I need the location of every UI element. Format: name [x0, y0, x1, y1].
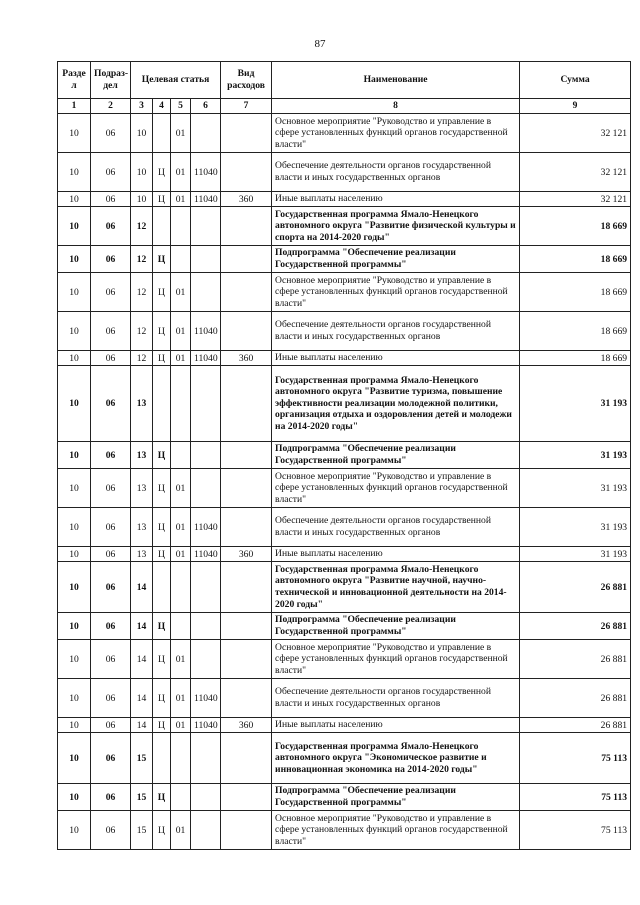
name-cell: Иные выплаты населению: [272, 351, 520, 366]
target-subprogram-cell: Ц: [153, 547, 171, 562]
target-program-cell: 14: [131, 718, 153, 733]
target-program-cell: 14: [131, 640, 153, 679]
name-cell: Основное мероприятие "Руководство и управление в сфере установленных функций органов государственной власти": [272, 273, 520, 312]
razdel-cell: 10: [58, 192, 91, 207]
target-program-cell: 13: [131, 547, 153, 562]
sum-cell: 75 113: [520, 733, 631, 784]
expense-type-cell: 360: [221, 192, 272, 207]
name-cell: Обеспечение деятельности органов государственной власти и иных государственных органов: [272, 153, 520, 192]
podrazdel-cell: 06: [91, 679, 131, 718]
razdel-cell: 10: [58, 733, 91, 784]
name-cell: Государственная программа Ямало-Ненецкого автономного округа "Экономическое развитие и инновационная экономика на 2014-2020 годы": [272, 733, 520, 784]
target-event-cell: 01: [171, 811, 191, 850]
sum-cell: 75 113: [520, 811, 631, 850]
target-direction-cell: [191, 114, 221, 153]
podrazdel-cell: 06: [91, 640, 131, 679]
target-event-cell: 01: [171, 153, 191, 192]
podrazdel-cell: 06: [91, 547, 131, 562]
target-program-cell: 10: [131, 153, 153, 192]
name-cell: Обеспечение деятельности органов государственной власти и иных государственных органов: [272, 508, 520, 547]
target-event-cell: 01: [171, 273, 191, 312]
razdel-cell: 10: [58, 442, 91, 469]
expense-type-cell: [221, 562, 272, 613]
target-event-cell: 01: [171, 114, 191, 153]
name-cell: Подпрограмма "Обеспечение реализации Государственной программы": [272, 246, 520, 273]
expense-type-cell: 360: [221, 718, 272, 733]
podrazdel-cell: 06: [91, 784, 131, 811]
target-event-cell: [171, 442, 191, 469]
expense-type-cell: [221, 784, 272, 811]
table-row: [58, 153, 631, 192]
target-direction-cell: [191, 784, 221, 811]
col-number: 9: [520, 99, 631, 114]
target-direction-cell: [191, 442, 221, 469]
target-direction-cell: 11040: [191, 153, 221, 192]
col-header-podrazdel: Подраз-дел: [91, 62, 131, 99]
razdel-cell: 10: [58, 469, 91, 508]
target-program-cell: 14: [131, 613, 153, 640]
col-header-name: Наименование: [272, 62, 520, 99]
table-body: [58, 114, 631, 850]
target-event-cell: [171, 562, 191, 613]
table-row: [58, 811, 631, 850]
expense-type-cell: 360: [221, 547, 272, 562]
target-subprogram-cell: Ц: [153, 351, 171, 366]
name-cell: Иные выплаты населению: [272, 192, 520, 207]
target-event-cell: 01: [171, 640, 191, 679]
name-cell: Иные выплаты населению: [272, 718, 520, 733]
col-header-target: Целевая статья: [131, 62, 221, 99]
target-subprogram-cell: Ц: [153, 640, 171, 679]
table-row: [58, 547, 631, 562]
sum-cell: 26 881: [520, 679, 631, 718]
target-subprogram-cell: Ц: [153, 613, 171, 640]
target-subprogram-cell: Ц: [153, 679, 171, 718]
podrazdel-cell: 06: [91, 562, 131, 613]
target-direction-cell: 11040: [191, 679, 221, 718]
target-event-cell: [171, 246, 191, 273]
sum-cell: 31 193: [520, 547, 631, 562]
podrazdel-cell: 06: [91, 351, 131, 366]
target-event-cell: 01: [171, 351, 191, 366]
target-program-cell: 13: [131, 442, 153, 469]
target-direction-cell: 11040: [191, 312, 221, 351]
razdel-cell: 10: [58, 718, 91, 733]
razdel-cell: 10: [58, 811, 91, 850]
target-direction-cell: [191, 366, 221, 442]
sum-cell: 75 113: [520, 784, 631, 811]
target-subprogram-cell: Ц: [153, 312, 171, 351]
razdel-cell: 10: [58, 207, 91, 246]
target-direction-cell: [191, 469, 221, 508]
target-program-cell: 13: [131, 469, 153, 508]
col-number: 3: [131, 99, 153, 114]
table-row: [58, 733, 631, 784]
target-event-cell: [171, 613, 191, 640]
sum-cell: 18 669: [520, 312, 631, 351]
target-event-cell: [171, 207, 191, 246]
target-direction-cell: [191, 562, 221, 613]
target-event-cell: 01: [171, 192, 191, 207]
target-subprogram-cell: Ц: [153, 442, 171, 469]
sum-cell: 26 881: [520, 640, 631, 679]
target-event-cell: [171, 733, 191, 784]
target-program-cell: 14: [131, 562, 153, 613]
name-cell: Государственная программа Ямало-Ненецкого автономного округа "Развитие научной, научно-технической и инновационной деятельности на 2014-2020 годы": [272, 562, 520, 613]
sum-cell: 32 121: [520, 192, 631, 207]
target-subprogram-cell: Ц: [153, 508, 171, 547]
expense-type-cell: [221, 246, 272, 273]
podrazdel-cell: 06: [91, 114, 131, 153]
col-number: 1: [58, 99, 91, 114]
razdel-cell: 10: [58, 508, 91, 547]
target-direction-cell: [191, 640, 221, 679]
razdel-cell: 10: [58, 679, 91, 718]
razdel-cell: 10: [58, 613, 91, 640]
podrazdel-cell: 06: [91, 811, 131, 850]
col-number: 7: [221, 99, 272, 114]
sum-cell: 31 193: [520, 508, 631, 547]
table-row: [58, 351, 631, 366]
name-cell: Государственная программа Ямало-Ненецкого автономного округа "Развитие туризма, повышение эффективности реализации молодежной политики, организация отдыха и оздоровления детей и молодежи на 2014-2020 годы": [272, 366, 520, 442]
table-row: [58, 207, 631, 246]
sum-cell: 32 121: [520, 153, 631, 192]
razdel-cell: 10: [58, 784, 91, 811]
table-row: [58, 114, 631, 153]
razdel-cell: 10: [58, 312, 91, 351]
target-subprogram-cell: [153, 114, 171, 153]
razdel-cell: 10: [58, 547, 91, 562]
target-event-cell: 01: [171, 547, 191, 562]
target-event-cell: 01: [171, 679, 191, 718]
sum-cell: 31 193: [520, 469, 631, 508]
col-number: 4: [153, 99, 171, 114]
target-program-cell: 12: [131, 207, 153, 246]
target-subprogram-cell: Ц: [153, 192, 171, 207]
expense-type-cell: [221, 640, 272, 679]
table-row: [58, 784, 631, 811]
table-row: [58, 192, 631, 207]
sum-cell: 32 121: [520, 114, 631, 153]
name-cell: Основное мероприятие "Руководство и управление в сфере установленных функций органов государственной власти": [272, 114, 520, 153]
target-subprogram-cell: Ц: [153, 811, 171, 850]
razdel-cell: 10: [58, 351, 91, 366]
name-cell: Иные выплаты населению: [272, 547, 520, 562]
target-program-cell: 15: [131, 784, 153, 811]
name-cell: Основное мероприятие "Руководство и управление в сфере установленных функций органов государственной власти": [272, 640, 520, 679]
target-direction-cell: [191, 613, 221, 640]
target-event-cell: [171, 366, 191, 442]
expense-type-cell: [221, 312, 272, 351]
expense-type-cell: [221, 613, 272, 640]
table-row: [58, 508, 631, 547]
expense-type-cell: [221, 153, 272, 192]
column-number-row: [58, 99, 631, 114]
target-direction-cell: 11040: [191, 351, 221, 366]
table-row: [58, 640, 631, 679]
razdel-cell: 10: [58, 246, 91, 273]
podrazdel-cell: 06: [91, 613, 131, 640]
sum-cell: 26 881: [520, 562, 631, 613]
name-cell: Обеспечение деятельности органов государственной власти и иных государственных органов: [272, 679, 520, 718]
col-number: 5: [171, 99, 191, 114]
razdel-cell: 10: [58, 273, 91, 312]
expense-type-cell: [221, 442, 272, 469]
target-subprogram-cell: Ц: [153, 273, 171, 312]
expense-type-cell: 360: [221, 351, 272, 366]
target-program-cell: 13: [131, 366, 153, 442]
expense-type-cell: [221, 273, 272, 312]
razdel-cell: 10: [58, 562, 91, 613]
expense-type-cell: [221, 366, 272, 442]
podrazdel-cell: 06: [91, 469, 131, 508]
col-number: 2: [91, 99, 131, 114]
expense-type-cell: [221, 733, 272, 784]
podrazdel-cell: 06: [91, 153, 131, 192]
target-program-cell: 12: [131, 273, 153, 312]
target-direction-cell: [191, 207, 221, 246]
target-direction-cell: [191, 246, 221, 273]
expense-type-cell: [221, 114, 272, 153]
target-direction-cell: [191, 273, 221, 312]
target-direction-cell: 11040: [191, 718, 221, 733]
table-row: [58, 562, 631, 613]
target-subprogram-cell: [153, 366, 171, 442]
target-direction-cell: [191, 733, 221, 784]
target-program-cell: 13: [131, 508, 153, 547]
podrazdel-cell: 06: [91, 207, 131, 246]
budget-table: [57, 61, 631, 850]
table-row: [58, 469, 631, 508]
target-program-cell: 10: [131, 114, 153, 153]
expense-type-cell: [221, 679, 272, 718]
table-row: [58, 679, 631, 718]
target-direction-cell: 11040: [191, 547, 221, 562]
sum-cell: 31 193: [520, 366, 631, 442]
table-row: [58, 442, 631, 469]
expense-type-cell: [221, 469, 272, 508]
target-event-cell: 01: [171, 312, 191, 351]
name-cell: Подпрограмма "Обеспечение реализации Государственной программы": [272, 442, 520, 469]
target-subprogram-cell: Ц: [153, 784, 171, 811]
razdel-cell: 10: [58, 114, 91, 153]
podrazdel-cell: 06: [91, 442, 131, 469]
target-direction-cell: [191, 811, 221, 850]
podrazdel-cell: 06: [91, 312, 131, 351]
table-row: [58, 246, 631, 273]
target-direction-cell: 11040: [191, 508, 221, 547]
sum-cell: 26 881: [520, 718, 631, 733]
target-direction-cell: 11040: [191, 192, 221, 207]
target-subprogram-cell: [153, 562, 171, 613]
table-row: [58, 613, 631, 640]
target-subprogram-cell: [153, 207, 171, 246]
target-subprogram-cell: Ц: [153, 718, 171, 733]
name-cell: Основное мероприятие "Руководство и управление в сфере установленных функций органов государственной власти": [272, 469, 520, 508]
target-program-cell: 15: [131, 733, 153, 784]
table-row: [58, 312, 631, 351]
col-number: 6: [191, 99, 221, 114]
target-program-cell: 15: [131, 811, 153, 850]
table-row: [58, 718, 631, 733]
name-cell: Обеспечение деятельности органов государственной власти и иных государственных органов: [272, 312, 520, 351]
target-subprogram-cell: [153, 733, 171, 784]
podrazdel-cell: 06: [91, 733, 131, 784]
target-event-cell: 01: [171, 508, 191, 547]
sum-cell: 18 669: [520, 207, 631, 246]
expense-type-cell: [221, 811, 272, 850]
razdel-cell: 10: [58, 366, 91, 442]
col-header-vid: Вид расходов: [221, 62, 272, 99]
sum-cell: 18 669: [520, 351, 631, 366]
target-program-cell: 14: [131, 679, 153, 718]
name-cell: Подпрограмма "Обеспечение реализации Государственной программы": [272, 784, 520, 811]
name-cell: Подпрограмма "Обеспечение реализации Государственной программы": [272, 613, 520, 640]
podrazdel-cell: 06: [91, 718, 131, 733]
col-header-sum: Сумма: [520, 62, 631, 99]
target-subprogram-cell: Ц: [153, 469, 171, 508]
name-cell: Государственная программа Ямало-Ненецкого автономного округа "Развитие физической культуры и спорта на 2014-2020 годы": [272, 207, 520, 246]
col-header-razdel: Разде л: [58, 62, 91, 99]
target-subprogram-cell: Ц: [153, 246, 171, 273]
sum-cell: 18 669: [520, 246, 631, 273]
podrazdel-cell: 06: [91, 508, 131, 547]
target-event-cell: 01: [171, 469, 191, 508]
target-program-cell: 10: [131, 192, 153, 207]
target-program-cell: 12: [131, 312, 153, 351]
table-row: [58, 366, 631, 442]
sum-cell: 26 881: [520, 613, 631, 640]
razdel-cell: 10: [58, 640, 91, 679]
target-event-cell: 01: [171, 718, 191, 733]
col-number: 8: [272, 99, 520, 114]
table-row: [58, 273, 631, 312]
expense-type-cell: [221, 207, 272, 246]
razdel-cell: 10: [58, 153, 91, 192]
podrazdel-cell: 06: [91, 366, 131, 442]
sum-cell: 31 193: [520, 442, 631, 469]
podrazdel-cell: 06: [91, 246, 131, 273]
sum-cell: 18 669: [520, 273, 631, 312]
page-number: 87: [314, 38, 326, 50]
podrazdel-cell: 06: [91, 192, 131, 207]
target-program-cell: 12: [131, 246, 153, 273]
podrazdel-cell: 06: [91, 273, 131, 312]
target-program-cell: 12: [131, 351, 153, 366]
name-cell: Основное мероприятие "Руководство и управление в сфере установленных функций органов государственной власти": [272, 811, 520, 850]
expense-type-cell: [221, 508, 272, 547]
target-subprogram-cell: Ц: [153, 153, 171, 192]
target-event-cell: [171, 784, 191, 811]
header-row: [58, 62, 631, 99]
